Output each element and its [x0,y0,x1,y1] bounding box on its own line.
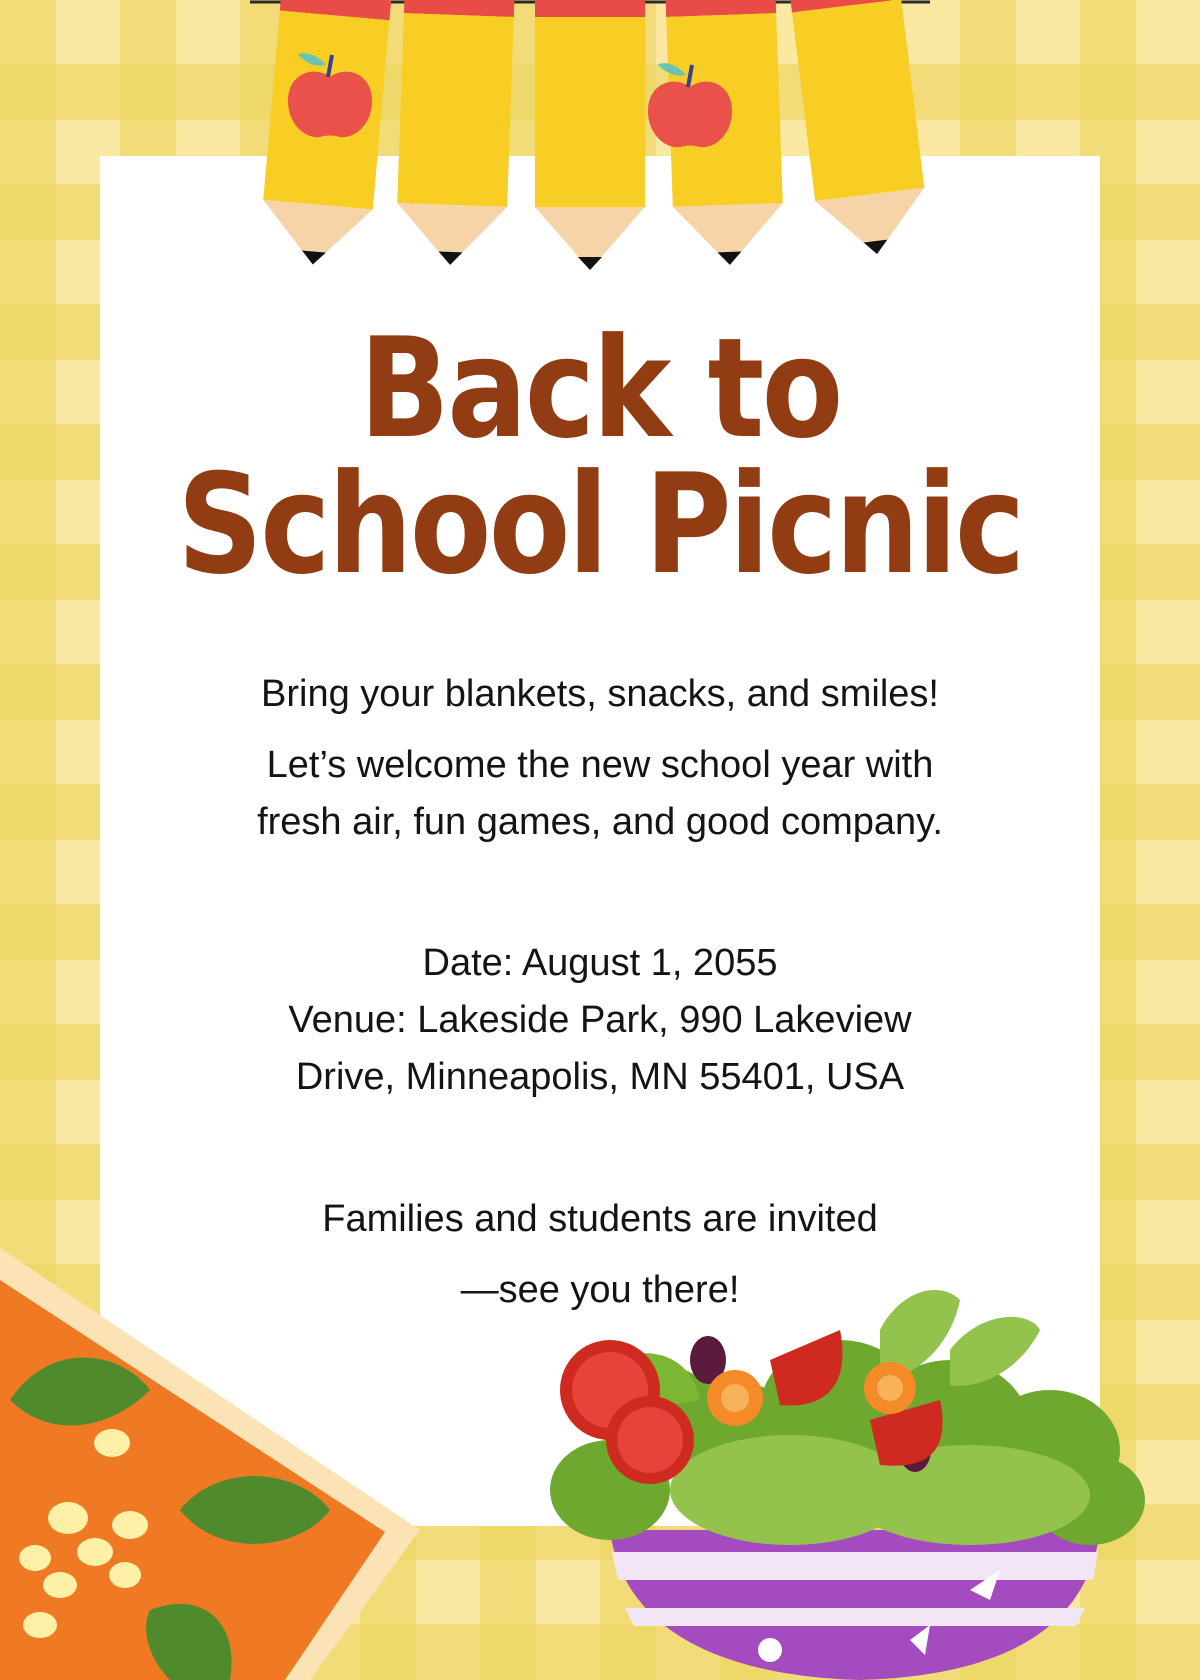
intro-line-1: Let’s welcome the new school year with [266,744,934,786]
food-tray-icon [0,1240,430,1680]
tagline: Bring your blankets, snacks, and smiles! [261,673,939,715]
closing-line-2: —see you there! [460,1269,740,1311]
pencil-icon [535,0,645,270]
pencil-icon [395,0,514,267]
event-venue-line-2: Drive, Minneapolis, MN 55401, USA [295,1056,905,1098]
title-line-2: School Picnic [177,444,1023,605]
salad-bowl-icon [530,1290,1180,1680]
intro-line-2: fresh air, fun games, and good company. [257,801,943,843]
event-date: Date: August 1, 2055 [422,942,778,984]
event-venue-line-1: Venue: Lakeside Park, 990 Lakeview [288,999,912,1041]
closing-line-1: Families and students are invited [322,1198,878,1240]
pencil-banner [250,0,930,290]
pencil-icon [790,0,930,261]
title-line-1: Back to [359,308,841,469]
